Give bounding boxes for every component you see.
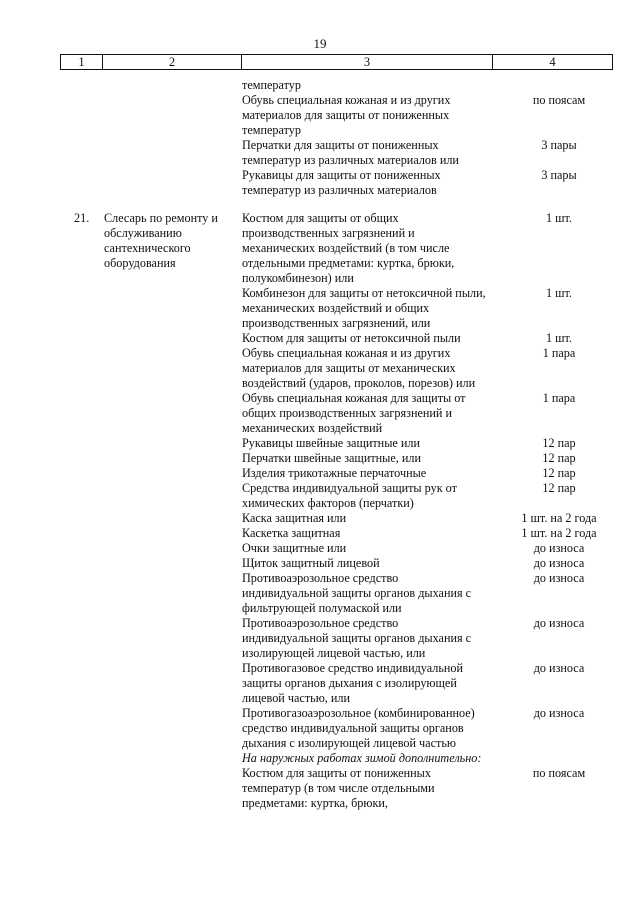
item-norm: 1 пара bbox=[542, 346, 576, 360]
item-name: Каска защитная или bbox=[242, 511, 347, 525]
item-norm: 1 шт. bbox=[546, 286, 572, 300]
item-norm: до износа bbox=[533, 556, 585, 570]
item-norm: 1 шт. bbox=[546, 211, 572, 225]
column-header-1: 1 bbox=[61, 55, 103, 70]
column-header-3: 3 bbox=[242, 55, 493, 70]
table-row bbox=[242, 661, 632, 706]
item-norm: 1 шт. на 2 года bbox=[521, 526, 597, 540]
item-name: Костюм для защиты от пониженных температур (в том числе отдельными предметами: куртка, брюки, bbox=[242, 766, 435, 810]
page-number: 19 bbox=[313, 36, 327, 51]
item-name: Средства индивидуальной защиты рук от химических факторов (перчатки) bbox=[242, 481, 457, 510]
table-row bbox=[242, 93, 632, 138]
item-norm: до износа bbox=[533, 571, 585, 585]
table-row bbox=[242, 556, 632, 571]
item-name: Перчатки для защиты от пониженных температур из различных материалов или bbox=[242, 138, 459, 167]
item-name: Противоаэрозольное средство индивидуальной защиты органов дыхания с фильтрующей полумаской или bbox=[242, 571, 472, 615]
item-norm: до износа bbox=[533, 661, 585, 675]
item-norm: 1 пара bbox=[542, 391, 576, 405]
item-norm: по поясам bbox=[532, 766, 586, 780]
item-norm: 1 шт. bbox=[546, 331, 572, 345]
item-norm: до износа bbox=[533, 616, 585, 630]
ppe-items-list bbox=[242, 211, 632, 811]
item-name: Комбинезон для защиты от нетоксичной пыли, механических воздействий и общих производственных загрязнений, или bbox=[242, 286, 486, 330]
table-row bbox=[242, 331, 632, 346]
item-name: Щиток защитный лицевой bbox=[242, 556, 380, 570]
item-norm: до износа bbox=[533, 541, 585, 555]
item-norm: 12 пар bbox=[542, 481, 576, 495]
item-name: Костюм для защиты от общих производственных загрязнений и механических воздействий (в том числе отдельными предметами: куртка, брюки, полукомбинезон) или bbox=[242, 211, 455, 285]
item-norm: 3 пары bbox=[541, 168, 577, 182]
item-norm: до износа bbox=[533, 706, 585, 720]
item-norm bbox=[486, 751, 632, 766]
table-row bbox=[242, 541, 632, 556]
item-name: Костюм для защиты от нетоксичной пыли bbox=[242, 331, 461, 345]
item-norm: 12 пар bbox=[542, 466, 576, 480]
table-row bbox=[242, 286, 632, 331]
item-norm: 3 пары bbox=[541, 138, 577, 152]
table-row bbox=[242, 451, 632, 466]
column-header-row bbox=[61, 55, 613, 70]
item-name: Противогазоаэрозольное (комбинированное) средство индивидуальной защиты органов дыхания с изолирующей лицевой частью bbox=[242, 706, 475, 750]
table-row bbox=[242, 751, 632, 766]
profession-name: Слесарь по ремонту и обслуживанию сантехнического оборудования bbox=[104, 211, 218, 270]
column-header-4: 4 bbox=[493, 55, 613, 70]
table-row bbox=[242, 391, 632, 436]
item-norm: 12 пар bbox=[542, 451, 576, 465]
item-name: Перчатки швейные защитные, или bbox=[242, 451, 422, 465]
table-row bbox=[242, 571, 632, 616]
table-row bbox=[242, 138, 632, 168]
table-row bbox=[242, 346, 632, 391]
item-name: Рукавицы для защиты от пониженных температур из различных материалов bbox=[242, 168, 441, 197]
table-row bbox=[242, 436, 632, 451]
item-name: Рукавицы швейные защитные или bbox=[242, 436, 420, 450]
item-name: Изделия трикотажные перчаточные bbox=[242, 466, 427, 480]
item-name: Противоаэрозольное средство индивидуальной защиты органов дыхания с изолирующей лицевой частью, или bbox=[242, 616, 472, 660]
item-norm: 1 шт. на 2 года bbox=[521, 511, 597, 525]
item-name: Каскетка защитная bbox=[242, 526, 341, 540]
item-name: Обувь специальная кожаная и из других материалов для защиты от механических воздействий (ударов, проколов, порезов) или bbox=[242, 346, 476, 390]
item-norm bbox=[486, 78, 632, 93]
table-row bbox=[242, 481, 632, 511]
table-row bbox=[242, 78, 632, 93]
item-name: Очки защитные или bbox=[242, 541, 347, 555]
table-row bbox=[242, 616, 632, 661]
item-norm: по поясам bbox=[532, 93, 586, 107]
item-name: температур bbox=[242, 78, 301, 92]
column-header-table bbox=[60, 54, 613, 70]
table-row bbox=[242, 766, 632, 811]
table-row bbox=[242, 168, 632, 198]
continued-entries bbox=[242, 78, 632, 198]
table-row bbox=[242, 511, 632, 526]
section-note: На наружных работах зимой дополнительно: bbox=[242, 751, 482, 765]
item-name: Обувь специальная кожаная для защиты от общих производственных загрязнений и механических воздействий bbox=[242, 391, 466, 435]
item-norm: 12 пар bbox=[542, 436, 576, 450]
column-header-2: 2 bbox=[103, 55, 242, 70]
item-name: Обувь специальная кожаная и из других материалов для защиты от пониженных температур bbox=[242, 93, 451, 137]
item-name: Противогазовое средство индивидуальной защиты органов дыхания с изолирующей лицевой частью, или bbox=[242, 661, 464, 705]
table-row bbox=[242, 466, 632, 481]
table-row bbox=[242, 211, 632, 286]
table-row bbox=[242, 706, 632, 751]
table-row bbox=[242, 526, 632, 541]
row-number: 21. bbox=[74, 211, 90, 225]
